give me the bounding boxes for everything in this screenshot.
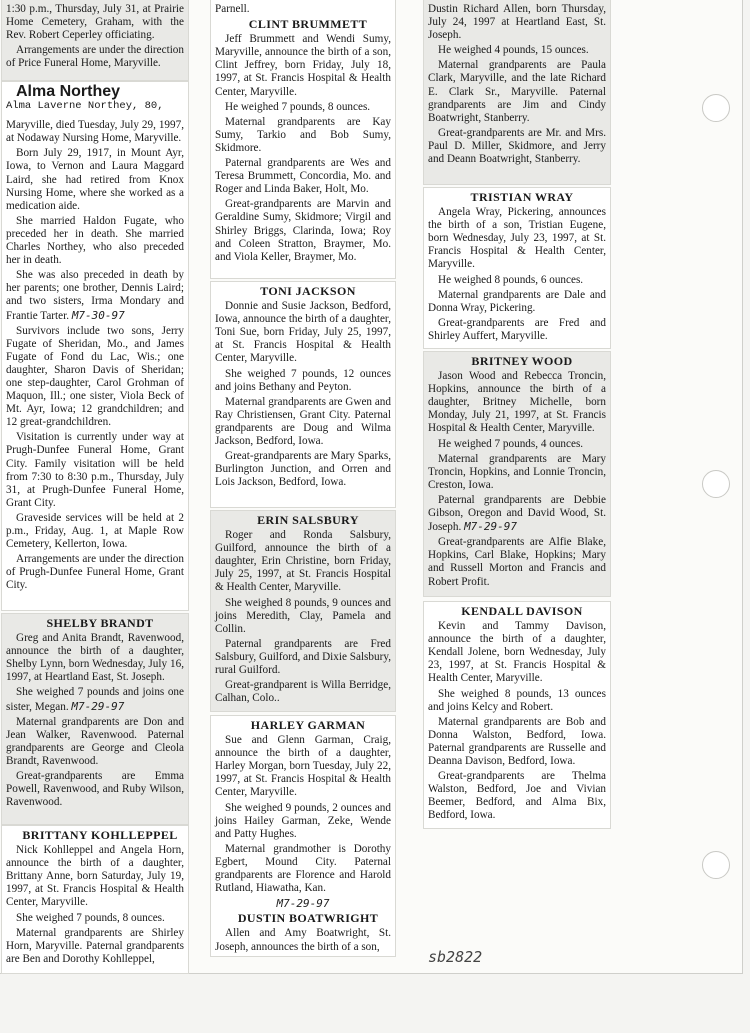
obituary-paragraph: Visitation is currently under way at Prugh-Dunfee Funeral Home, Grant City. Family visitation will be held from 7:30 to 8:30 p.m., Thursday, July 31, at Prugh-Dunfee Funeral Home, Grant City. (6, 431, 184, 509)
birth-notice-dustin-continued (424, 0, 610, 184)
obituary-paragraph: Arrangements are under the direction of Prugh-Dunfee Funeral Home, Grant City. (6, 553, 184, 592)
birth-paragraph: Great-grandparents are Mr. and Mrs. Paul D. Miller, Skidmore, and Jerry and Deann Boatwright, Stanberry. (428, 126, 606, 166)
birth-paragraph: Jason Wood and Rebecca Troncin, Hopkins, announce the birth of a daughter, Britney Michelle, born Monday, July 21, 1997, at St. Francis Hospital & Health Center, Maryville. (428, 370, 606, 435)
birth-heading: BRITTANY KOHLLEPPEL (22, 828, 178, 842)
birth-paragraph: Maternal grandparents are Shirley Horn, Maryville. Paternal grandparents are Ben and Dorothy Kohlleppel, (6, 926, 184, 965)
birth-paragraph: Dustin Richard Allen, born Thursday, July 24, 1997 at Heartland East, St. Joseph. (428, 3, 606, 42)
birth-heading: TRISTIAN WRAY (470, 190, 574, 204)
birth-notice-britney (424, 352, 610, 596)
binder-hole (702, 851, 730, 879)
obituary-paragraph (6, 269, 184, 322)
birth-paragraph: Maternal grandparents are Bob and Donna Walston, Bedford, Iowa. Paternal grandparents are Russelle and Deanna Davison, Bedford, Iowa. (428, 715, 606, 768)
obituary-paragraph: She married Haldon Fugate, who preceded her in death. She married Charles Northey, who also preceded her in death. (6, 214, 184, 267)
obituary-text: She was also preceded in death by her parents; one brother, Dennis Laird; and two sisters, Irma Mondary and Frantie Tarter. (6, 269, 184, 322)
obituary-paragraph: Graveside services will be held at 2 p.m., Friday, Aug. 1, at Maple Row Cemetery, Kellerton, Iowa. (6, 511, 184, 551)
birth-notice-tristian (424, 188, 610, 348)
birth-paragraph: Maternal grandparents are Don and Jean Walker, Ravenwood. Paternal grandparents are George and Cleola Brandt, Ravenwood. (6, 715, 184, 767)
binder-hole (702, 94, 730, 122)
birth-paragraph: Great-grandparents are Marvin and Geraldine Sumy, Skidmore; Virgil and Shirley Briggs, Clarinda, Iowa; Roy and Coleen Stratton, Braymer, Mo. and Viola Keller, Braymer, Mo. (215, 198, 391, 263)
birth-heading: SHELBY BRANDT (46, 616, 154, 630)
birth-paragraph: Paternal grandparents are Fred Salsbury, Guilford, and Dixie Salsbury, rural Guilford. (215, 637, 391, 677)
birth-paragraph: Jeff Brummett and Wendi Sumy, Maryville, announce the birth of a son, Clint Jeffrey, born Friday, July 18, 1997, at St. Francis Hospital & Health Center, Maryville. (215, 33, 391, 98)
birth-heading: HARLEY GARMAN (250, 718, 366, 732)
birth-heading: DUSTIN BOATWRIGHT (237, 911, 379, 926)
birth-notice-harley (211, 716, 395, 956)
birth-paragraph: Great-grandparents are Emma Powell, Ravenwood, and Ruby Wilson, Ravenwood. (6, 770, 184, 809)
birth-notice-shelby (2, 614, 188, 824)
clipping-fragment: Parnell. (215, 3, 250, 15)
birth-paragraph: She weighed 8 pounds, 13 ounces and joins Kelcy and Robert. (428, 687, 606, 713)
handwritten-date: M7-30-97 (71, 308, 125, 322)
birth-notice-toni (211, 282, 395, 507)
birth-paragraph: Maternal grandmother is Dorothy Egbert, Mound City. Paternal grandparents are Florence and Harold Rutland, Hiawatha, Kan. (215, 842, 391, 895)
birth-paragraph (428, 494, 606, 534)
binder-hole (702, 470, 730, 498)
birth-notice-erin (211, 511, 395, 711)
birth-paragraph: Great-grandparents are Thelma Walston, Bedford, Joe and Vivian Beemer, Bedford, and Alma Bix, Bedford, Iowa. (428, 770, 606, 822)
birth-heading: CLINT BRUMMETT (248, 17, 368, 32)
birth-paragraph: Maternal grandparents are Paula Clark, Maryville, and the late Richard E. Clark Sr., Maryville. Paternal grandparents are Jim and Cindy Boatwright, Stanberry. (428, 59, 606, 124)
birth-heading: ERIN SALSBURY (257, 513, 359, 527)
birth-text: She weighed 7 pounds and joins one sister, Megan. (6, 686, 184, 713)
handwritten-page-code: sb2822 (428, 948, 483, 966)
birth-paragraph: He weighed 7 pounds, 4 ounces. (438, 437, 584, 450)
obituary-paragraph: Born July 29, 1917, in Mount Ayr, Iowa, to Vernon and Laura Maggard Laird, she had retired from Knox Nursing Home, where she worked as a medication aide. (6, 147, 184, 212)
birth-paragraph: She weighed 7 pounds, 8 ounces. (16, 911, 165, 924)
birth-paragraph (6, 686, 184, 713)
handwritten-date: M7-29-97 (276, 897, 330, 911)
birth-paragraph: Great-grandparents are Alfie Blake, Hopkins, Carl Blake, Hopkins; Mary and Russell Morton and Francis and Robert Profit. (428, 536, 606, 588)
funeral-notice-clipping (2, 0, 188, 80)
birth-paragraph: Donnie and Susie Jackson, Bedford, Iowa, announce the birth of a daughter, Toni Sue, born Friday, July 25, 1997, at St. Francis Hospital & Health Center, Maryville. (215, 300, 391, 365)
birth-paragraph: Sue and Glenn Garman, Craig, announce the birth of a daughter, Harley Morgan, born Tuesday, July 22, 1997, at St. Francis Hospital & Health Center, Maryville. (215, 734, 391, 799)
birth-paragraph: Allen and Amy Boatwright, St. Joseph, announces the birth of a son, (215, 927, 391, 953)
birth-paragraph: Maternal grandparents are Mary Troncin, Hopkins, and Lonnie Troncin, Creston, Iowa. (428, 452, 606, 491)
obituary-paragraph: Maryville, died Tuesday, July 29, 1997, at Nodaway Nursing Home, Maryville. (6, 119, 184, 145)
birth-paragraph: Maternal grandparents are Dale and Donna Wray, Pickering. (428, 288, 606, 314)
birth-paragraph: Angela Wray, Pickering, announces the birth of a son, Tristian Eugene, born Wednesday, July 23, 1997, at St. Francis Hospital & Health Center, Maryville. (428, 206, 606, 271)
birth-paragraph: She weighed 9 pounds, 2 ounces and joins Hailey Garman, Zeke, Wende and Patty Hughes. (215, 801, 391, 840)
birth-heading: TONI JACKSON (260, 284, 356, 298)
birth-paragraph: He weighed 4 pounds, 15 ounces. (438, 44, 589, 57)
birth-paragraph: Greg and Anita Brandt, Ravenwood, announce the birth of a daughter, Shelby Lynn, born Wednesday, July 16, 1997, at Heartland East, St. Joseph. (6, 632, 184, 684)
obituary-clipping (2, 82, 188, 610)
birth-notice-clint (211, 0, 395, 278)
birth-paragraph: He weighed 8 pounds, 6 ounces. (438, 273, 584, 286)
handwritten-date: M7-29-97 (464, 520, 518, 534)
handwritten-date: M7-29-97 (71, 699, 125, 713)
obituary-subhead: Alma Laverne Northey, 80, (6, 100, 164, 113)
obituary-paragraph: Survivors include two sons, Jerry Fugate of Sheridan, Mo., and James Fugate of Fond du Lac, Wis.; one daughter, Sharon Davis of Sheridan; one step-daughter, Carol Grohman of Maquon, Ill.; one sister, Viola Beck of Mt. Ayr, Iowa; 12 grandchildren; and 12 great-grandchildren. (6, 324, 184, 429)
birth-heading: KENDALL DAVISON (461, 604, 583, 618)
birth-paragraph: She weighed 7 pounds, 12 ounces and joins Bethany and Peyton. (215, 367, 391, 393)
birth-paragraph: Great-grandparents are Mary Sparks, Burlington Junction, and Orren and Lois Jackson, Bedford, Iowa. (215, 450, 391, 489)
birth-paragraph: He weighed 7 pounds, 8 ounces. (225, 100, 371, 113)
obituary-name: Alma Northey (16, 83, 121, 100)
funeral-arrangements: Arrangements are under the direction of Price Funeral Home, Maryville. (6, 44, 184, 70)
birth-paragraph: Great-grandparents are Fred and Shirley Auffert, Maryville. (428, 316, 606, 342)
birth-paragraph: Maternal grandparents are Gwen and Ray Christiensen, Grant City. Paternal grandparents are Doug and Wilma Jackson, Bedford, Iowa. (215, 395, 391, 448)
birth-paragraph: Maternal grandparents are Kay Sumy, Tarkio and Bob Sumy, Skidmore. (215, 115, 391, 154)
birth-text: Paternal grandparents are Debbie Gibson, Oregon and David Wood, St. Joseph. (428, 493, 606, 534)
birth-paragraph: Great-grandparent is Willa Berridge, Calhan, Colo.. (215, 679, 391, 705)
birth-paragraph: Kevin and Tammy Davison, announce the birth of a daughter, Kendall Jolene, born Wednesday, July 23, 1997, at St. Francis Hospital & Health Center, Maryville. (428, 620, 606, 685)
birth-paragraph: Paternal grandparents are Wes and Teresa Brummett, Concordia, Mo. and Roger and Linda Baker, Holt, Mo. (215, 157, 391, 196)
birth-notice-brittany (2, 826, 188, 973)
funeral-text: 1:30 p.m., Thursday, July 31, at Prairie Home Cemetery, Graham, with the Rev. Robert Ceperley officiating. (6, 3, 184, 42)
birth-paragraph: Roger and Ronda Salsbury, Guilford, announce the birth of a daughter, Erin Christine, born Friday, July 25, 1997, at St. Francis Hospital & Health Center, Maryville. (215, 529, 391, 594)
birth-paragraph: She weighed 8 pounds, 9 ounces and joins Meredith, Clay, Pamela and Collin. (215, 596, 391, 635)
birth-notice-kendall (424, 602, 610, 828)
birth-paragraph: Nick Kohlleppel and Angela Horn, announce the birth of a daughter, Brittany Anne, born Saturday, July 19, 1997, at St. Francis Hospital & Health Center, Maryville. (6, 844, 184, 909)
birth-heading: BRITNEY WOOD (471, 354, 573, 368)
